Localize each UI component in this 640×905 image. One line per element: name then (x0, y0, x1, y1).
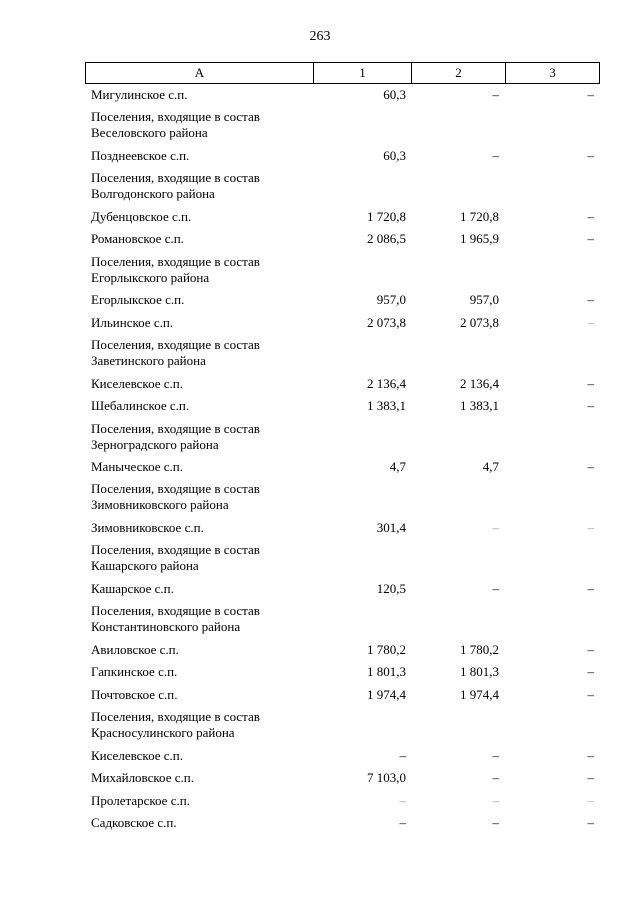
row-value-col-3: – (587, 314, 594, 330)
row-name: Поселения, входящие в состав Егорлыкского района (91, 253, 260, 285)
row-name: Егорлыкское с.п. (91, 292, 185, 308)
row-value-col-2: 1 383,1 (460, 398, 499, 414)
row-value-col-1: 1 720,8 (367, 208, 406, 224)
table-row (85, 376, 600, 398)
row-value-col-3: – (587, 814, 594, 830)
header-col-3: 3 (549, 65, 556, 80)
row-value-col-2: 1 974,4 (460, 686, 499, 702)
row-value-col-3: – (587, 292, 594, 308)
row-value-col-1: 2 073,8 (367, 314, 406, 330)
row-value-col-3: – (587, 686, 594, 702)
row-name: Романовское с.п. (91, 231, 184, 247)
table-row (85, 748, 600, 770)
table-row (85, 520, 600, 542)
row-value-col-3: – (587, 375, 594, 391)
row-name: Маныческое с.п. (91, 459, 183, 475)
row-value-col-2: 1 801,3 (460, 664, 499, 680)
row-value-col-1: – (399, 792, 406, 808)
row-value-col-1: 1 974,4 (367, 686, 406, 702)
row-value-col-3: – (587, 581, 594, 597)
row-name: Садковское с.п. (91, 814, 177, 830)
row-name: Поселения, входящие в состав Красносулинского района (91, 709, 260, 741)
row-value-col-1: 1 383,1 (367, 398, 406, 414)
row-value-col-1: 2 136,4 (367, 375, 406, 391)
row-value-col-3: – (587, 231, 594, 247)
row-value-col-1: 1 801,3 (367, 664, 406, 680)
row-name: Гапкинское с.п. (91, 664, 178, 680)
row-value-col-2: – (492, 147, 499, 163)
table-row (85, 642, 600, 664)
row-value-col-1: 7 103,0 (367, 770, 406, 786)
row-name: Пролетарское с.п. (91, 792, 190, 808)
row-name: Михайловское с.п. (91, 770, 194, 786)
row-value-col-3: – (587, 208, 594, 224)
row-value-col-2: – (492, 770, 499, 786)
row-value-col-2: 1 720,8 (460, 208, 499, 224)
table-row (85, 315, 600, 337)
row-value-col-3: – (587, 747, 594, 763)
table-row (85, 209, 600, 231)
row-value-col-1: – (399, 747, 406, 763)
table-section-row (85, 170, 600, 209)
row-name: Поселения, входящие в состав Зимовниковского района (91, 481, 260, 513)
row-name: Поселения, входящие в состав Кашарского района (91, 542, 260, 574)
row-name: Поселения, входящие в состав Зерноградского района (91, 420, 260, 452)
row-name: Зимовниковское с.п. (91, 520, 204, 536)
row-name: Поселения, входящие в состав Заветинского района (91, 337, 260, 369)
table-row (85, 87, 600, 109)
row-value-col-2: – (492, 520, 499, 536)
row-name: Мигулинское с.п. (91, 87, 188, 102)
table-row (85, 793, 600, 815)
row-name: Позднеевское с.п. (91, 147, 190, 163)
row-value-col-2: – (492, 792, 499, 808)
table-row (85, 459, 600, 481)
row-value-col-2: – (492, 814, 499, 830)
row-value-col-1: 1 780,2 (367, 642, 406, 658)
row-name: Почтовское с.п. (91, 686, 178, 702)
row-value-col-3: – (587, 459, 594, 475)
row-value-col-1: 957,0 (376, 292, 406, 308)
table-row (85, 687, 600, 709)
row-value-col-2: 4,7 (482, 459, 499, 475)
row-value-col-2: 957,0 (469, 292, 499, 308)
header-col-2: 2 (412, 63, 506, 83)
row-value-col-3: – (587, 792, 594, 808)
row-value-col-3: – (587, 770, 594, 786)
row-value-col-2: – (492, 747, 499, 763)
row-name: Шебалинское с.п. (91, 398, 190, 414)
row-value-col-3: – (587, 87, 594, 102)
table-body (85, 87, 600, 837)
row-value-col-1: – (399, 814, 406, 830)
row-name: Поселения, входящие в состав Веселовского района (91, 109, 260, 141)
row-name: Поселения, входящие в состав Волгодонского района (91, 170, 260, 202)
row-value-col-1: 301,4 (376, 520, 406, 536)
table-section-row (85, 603, 600, 642)
table-section-row (85, 709, 600, 748)
table-row (85, 770, 600, 792)
row-value-col-2: 2 136,4 (460, 375, 499, 391)
row-value-col-2: 1 780,2 (460, 642, 499, 658)
table-row (85, 148, 600, 170)
table-row (85, 664, 600, 686)
row-value-col-2: – (492, 87, 499, 102)
table-section-row (85, 254, 600, 293)
row-name: Кашарское с.п. (91, 581, 174, 597)
row-name: Киселевское с.п. (91, 375, 183, 391)
row-name: Киселевское с.п. (91, 747, 183, 763)
table-row (85, 231, 600, 253)
row-value-col-3: – (587, 520, 594, 536)
table-row (85, 581, 600, 603)
row-name: Дубенцовское с.п. (91, 208, 192, 224)
row-value-col-2: 2 073,8 (460, 314, 499, 330)
table-section-row (85, 421, 600, 460)
row-value-col-1: 60,3 (383, 87, 406, 102)
row-value-col-3: – (587, 642, 594, 658)
row-name: Поселения, входящие в состав Константиновского района (91, 603, 260, 635)
row-value-col-1: 4,7 (389, 459, 406, 475)
header-col-1: 1 (314, 63, 412, 83)
row-value-col-3: – (587, 147, 594, 163)
row-value-col-2: 1 965,9 (460, 231, 499, 247)
table-row (85, 815, 600, 837)
table-row (85, 398, 600, 420)
row-value-col-1: 60,3 (383, 147, 406, 163)
table-row (85, 292, 600, 314)
row-value-col-2: – (492, 581, 499, 597)
table-section-row (85, 542, 600, 581)
row-name: Ильинское с.п. (91, 314, 174, 330)
table-section-row (85, 109, 600, 148)
table-header (85, 62, 600, 84)
row-value-col-1: 120,5 (376, 581, 406, 597)
row-value-col-3: – (587, 398, 594, 414)
row-name: Авиловское с.п. (91, 642, 179, 658)
table-section-row (85, 337, 600, 376)
page-number: 263 (309, 29, 331, 44)
table-section-row (85, 481, 600, 520)
header-col-a: А (86, 63, 314, 83)
row-value-col-3: – (587, 664, 594, 680)
row-value-col-1: 2 086,5 (367, 231, 406, 247)
